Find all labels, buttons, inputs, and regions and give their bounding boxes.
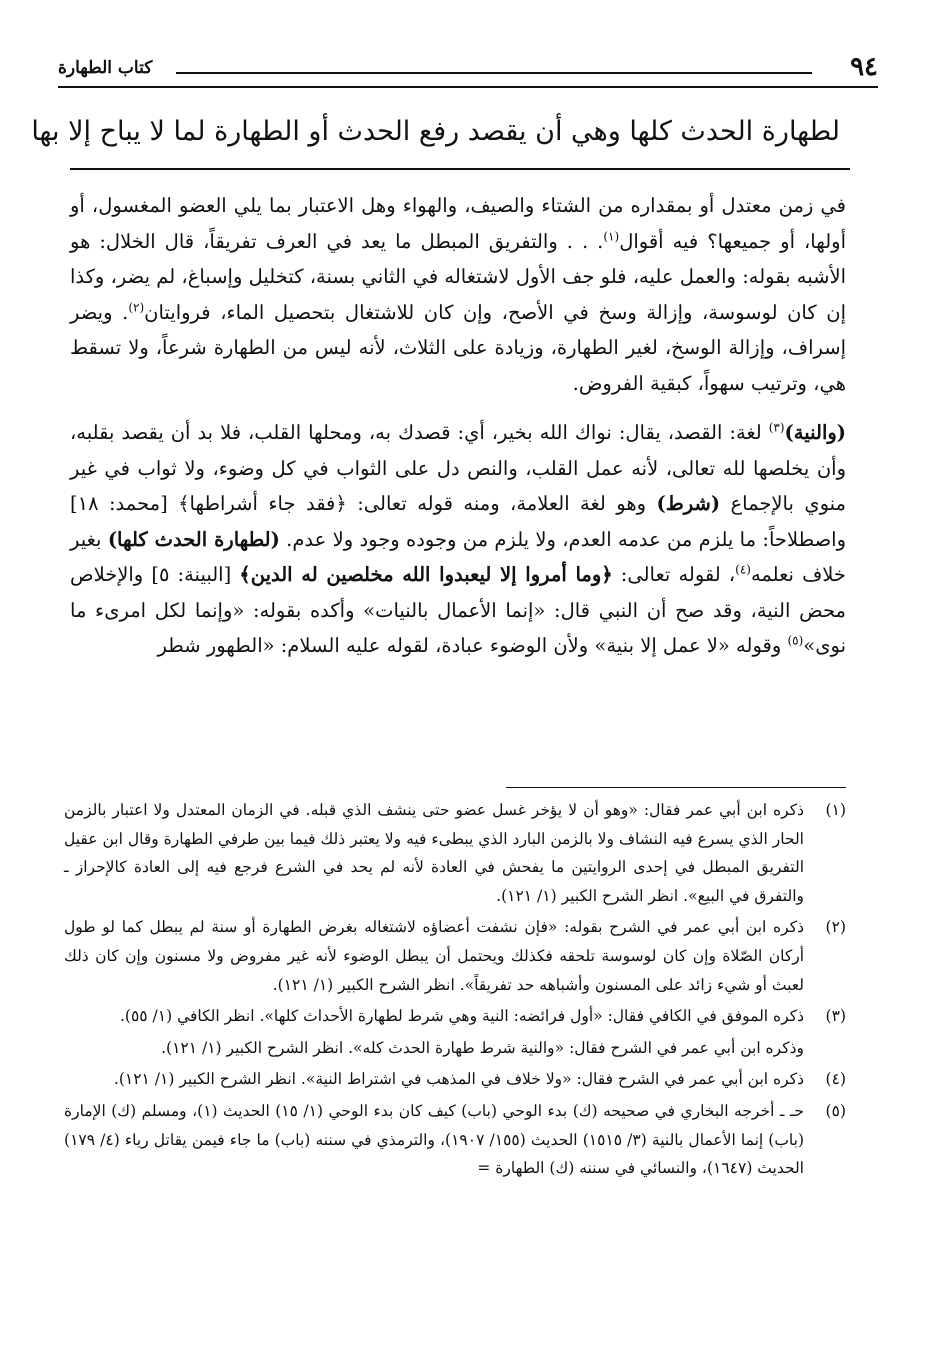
footnote-number: (٢) bbox=[825, 918, 846, 937]
term-shart: (شرط) bbox=[656, 492, 721, 515]
footnote-1 bbox=[64, 796, 846, 910]
footnote-ref-2: (٢) bbox=[128, 300, 145, 314]
commentary-body bbox=[70, 188, 846, 664]
footnote-ref-4: (٤) bbox=[735, 562, 751, 577]
footnote-text: ذكره ابن أبي عمر فقال: «وهو أن لا يؤخر غسل عضو حتى ينشف الذي قبله. في الزمان المعتدل ولا اعتبار بالزمن الحار الذي يسرع فيه النشاف ولا بالزمن البارد الذي يبطىء فيه ولا يعتبر ذلك فيما بين طرفي الطهارة وقال ابن عقيل التفريق المبطل في إحدى الروايتين ما يفحش في العادة لأنه لم يحد في الشرع فرجع فيه إلى العادة كالإحراز ـ والتفرق في البيع». انظر الشرح الكبير (١/ ١٢١). bbox=[64, 801, 804, 905]
term-niyyah: (والنية) bbox=[784, 421, 846, 444]
footnote-ref-1: (١) bbox=[603, 229, 620, 243]
matn-separator bbox=[70, 168, 850, 170]
book-title: كتاب الطهارة bbox=[58, 58, 153, 78]
footnote-5 bbox=[64, 1097, 846, 1183]
term-taharat-al-hadath: (لطهارة الحدث كلها) bbox=[107, 527, 280, 551]
paragraph-muwalat: في زمن معتدل أو بمقداره من الشتاء والصيف، والهواء وهل الاعتبار بما يلي العضو المغسول، أو أولها، أو جميعها؟ فيه أقوال$^{(١)}$. . . والتفريق المبطل ما يعد في العرف تفريقاً، قال الخلال: هو الأشبه بقوله: والعمل عليه، فلو جف الأول لاشتغاله في الثاني بسنة، كتخليل وإسباغ، لم يضر، وكذا إن كان لوسوسة، وإزالة وسخ في الأصح، وإن كان للاشتغال بتحصيل الماء، فروايتان$^{(٢)}$. ويضر إسراف، وإزالة الوسخ، لغير الطهارة، وزيادة على الثلاث، لأنه ليس من الطهارة شرعاً، ولا تسقط هي، وترتيب سهواً، كبقية الفروض. bbox=[70, 194, 847, 395]
footnote-text: حـ ـ أخرجه البخاري في صحيحه (ك) بدء الوحي (باب) كيف كان بدء الوحي (١/ ١٥) الحديث (١)، ومسلم (ك) الإمارة (باب) إنما الأعمال بالنية (٣/ ١٥١٥) الحديث (١٥٥/ ١٩٠٧)، والترمذي في سننه (باب) ما جاء فيمن يقاتل رياء (٤/ ١٧٩) الحديث (١٦٤٧)، والنسائي في سننه (ك) الطهارة = bbox=[64, 1101, 805, 1178]
page-number: ٩٤ bbox=[850, 52, 878, 82]
header-underline bbox=[58, 86, 878, 88]
footnote-text: ذكره ابن أبي عمر في الشرح بقوله: «فإن نشفت أعضاؤه لاشتغاله بغرض الطهارة أو سنة لم يبطل كما لو طول أركان الصّلاة وإن كان لوسوسة تلحقه فكذلك ويحتمل أن يبطل الوضوء لأنه غير مفروض ولا مسنون وإن كان ذلك لعبث أو شيء زائد على المسنون وأشباهه حد تفريقاً». انظر الشرح الكبير (١/ ١٢١). bbox=[64, 918, 804, 994]
quran-verse: ﴿وما أمروا إلا ليعبدوا الله مخلصين له الدين﴾ bbox=[239, 563, 613, 586]
footnote-number: (١) bbox=[825, 801, 846, 819]
paragraph-niyyah: (والنية)$^{(٣)}$ لغة: القصد، يقال: نواك الله بخير، أي: قصدك به، ومحلها القلب، فلا بد أن يقصد بقلبه، وأن يخلصها لله تعالى، لأنه عمل القلب، والنص دل على الثواب في كل وضوء، ولا ثواب في غير منوي بالإجماع (شرط) وهو لغة العلامة، ومنه قوله تعالى: ﴿فقد جاء أشراطها﴾ [محمد: ١٨] واصطلاحاً: ما يلزم من عدمه العدم، ولا يلزم من وجوده وجود ولا عدم. (لطهارة الحدث كلها) بغير خلاف نعلمه$^{(٤)}$، لقوله تعالى: ﴿وما أمروا إلا ليعبدوا الله مخلصين له الدين﴾ [البينة: ٥] والإخلاص محض النية، وقد صح أن النبي قال: «إنما الأعمال بالنيات» وأكده بقوله: «وإنما لكل امرىء ما نوى»$^{(٥)}$ وقوله «لا عمل إلا بنية» ولأن الوضوء عبادة، لقوله عليه السلام: «الطهور شطر bbox=[70, 420, 846, 657]
footnote-3 bbox=[64, 1002, 846, 1031]
footnote-number: (٤) bbox=[825, 1070, 846, 1089]
footnote-4 bbox=[64, 1065, 846, 1094]
footnote-separator bbox=[506, 787, 846, 788]
header-rule bbox=[176, 72, 812, 74]
footnote-ref-3: (٣) bbox=[768, 420, 785, 435]
matn-text: لطهارة الحدث كلها وهي أن يقصد رفع الحدث أو الطهارة لما لا يباح إلا بها bbox=[31, 116, 840, 147]
footnote-number: (٥) bbox=[825, 1101, 846, 1120]
running-head bbox=[58, 52, 878, 86]
footnotes bbox=[64, 796, 846, 1186]
footnote-2 bbox=[64, 913, 846, 999]
footnote-3-continuation: وذكره ابن أبي عمر في الشرح فقال: «والنية شرط طهارة الحدث كله». انظر الشرح الكبير (١/ ١٢١). bbox=[161, 1038, 804, 1057]
footnote-text: ذكره ابن أبي عمر في الشرح فقال: «ولا خلاف في المذهب في اشتراط النية». انظر الشرح الكبير (١/ ١٢١). bbox=[113, 1070, 804, 1089]
footnote-number: (٣) bbox=[825, 1007, 846, 1026]
footnote-text: ذكره الموفق في الكافي فقال: «أول فرائضه: النية وهي شرط لطهارة الأحداث كلها». انظر الكافي (١/ ٥٥). bbox=[119, 1007, 804, 1026]
footnote-ref-5: (٥) bbox=[787, 633, 804, 648]
